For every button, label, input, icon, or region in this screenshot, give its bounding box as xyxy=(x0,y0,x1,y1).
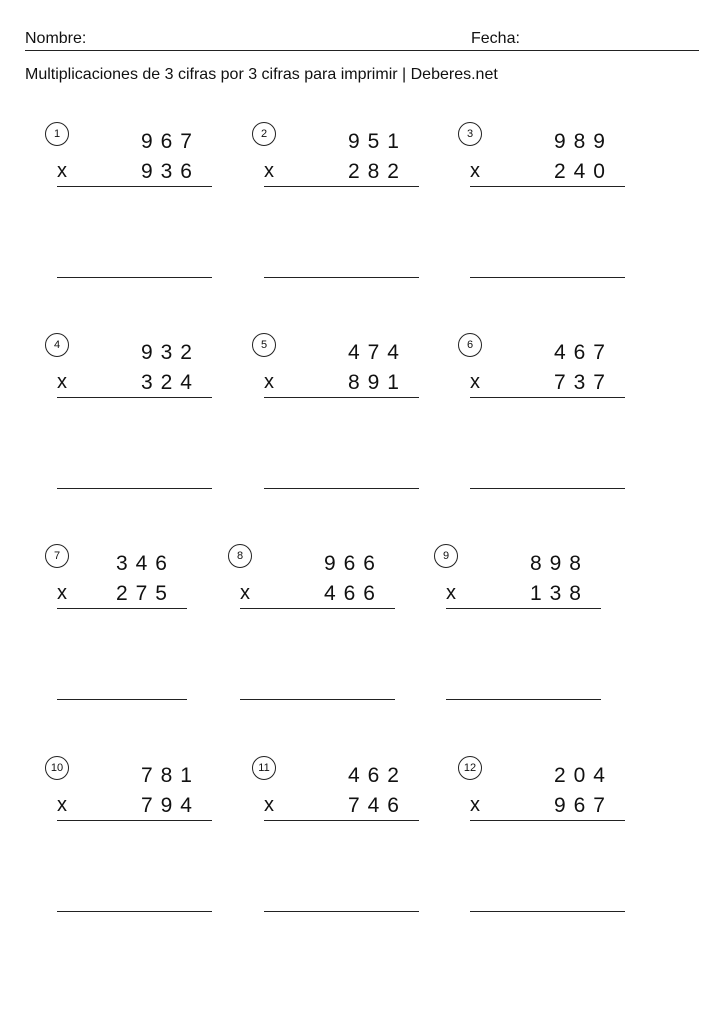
problem xyxy=(45,122,215,292)
operation-line xyxy=(470,397,625,398)
multiplier: 138 xyxy=(529,582,589,605)
operation-line xyxy=(57,397,212,398)
multiply-sign: x xyxy=(470,160,480,182)
problem-number-badge: 8 xyxy=(228,544,252,568)
problem xyxy=(458,333,628,503)
operation-line xyxy=(470,820,625,821)
multiplier: 794 xyxy=(140,794,200,817)
problem-number-badge: 11 xyxy=(252,756,276,780)
multiplier: 737 xyxy=(553,371,613,394)
problem-number-badge: 12 xyxy=(458,756,482,780)
answer-line[interactable] xyxy=(264,911,419,912)
multiplicand: 989 xyxy=(553,130,613,153)
problem xyxy=(45,333,215,503)
multiply-sign: x xyxy=(57,794,67,816)
multiplicand: 932 xyxy=(140,341,200,364)
multiplier: 466 xyxy=(323,582,383,605)
problem-number-badge: 4 xyxy=(45,333,69,357)
problem-number-badge: 7 xyxy=(45,544,69,568)
multiplicand: 462 xyxy=(347,764,407,787)
multiplicand: 781 xyxy=(140,764,200,787)
operation-line xyxy=(446,608,601,609)
problem-number-badge: 2 xyxy=(252,122,276,146)
answer-line[interactable] xyxy=(470,488,625,489)
multiplicand: 204 xyxy=(553,764,613,787)
multiplier: 746 xyxy=(347,794,407,817)
operation-line xyxy=(240,608,395,609)
multiplicand: 474 xyxy=(347,341,407,364)
problem xyxy=(45,544,215,714)
operation-line xyxy=(264,186,419,187)
problem-number-badge: 3 xyxy=(458,122,482,146)
date-label: Fecha: xyxy=(471,30,520,47)
problem xyxy=(458,122,628,292)
answer-line[interactable] xyxy=(264,488,419,489)
operation-line xyxy=(264,820,419,821)
problem xyxy=(252,756,422,926)
name-label: Nombre: xyxy=(25,30,87,47)
multiply-sign: x xyxy=(264,160,274,182)
problem-number-badge: 9 xyxy=(434,544,458,568)
multiply-sign: x xyxy=(240,582,250,604)
problem xyxy=(252,122,422,292)
answer-line[interactable] xyxy=(264,277,419,278)
multiplier: 967 xyxy=(553,794,613,817)
answer-line[interactable] xyxy=(470,277,625,278)
problem-number-badge: 1 xyxy=(45,122,69,146)
problem xyxy=(252,333,422,503)
multiplicand: 951 xyxy=(347,130,407,153)
multiply-sign: x xyxy=(470,371,480,393)
multiplicand: 346 xyxy=(115,552,175,575)
multiplier: 936 xyxy=(140,160,200,183)
answer-line[interactable] xyxy=(446,699,601,700)
multiply-sign: x xyxy=(264,794,274,816)
problem xyxy=(434,544,604,714)
multiplier: 282 xyxy=(347,160,407,183)
multiplier: 240 xyxy=(553,160,613,183)
answer-line[interactable] xyxy=(470,911,625,912)
multiply-sign: x xyxy=(470,794,480,816)
worksheet-title: Multiplicaciones de 3 cifras por 3 cifras para imprimir | Deberes.net xyxy=(25,66,498,83)
answer-line[interactable] xyxy=(57,277,212,278)
operation-line xyxy=(470,186,625,187)
operation-line xyxy=(57,608,187,609)
multiply-sign: x xyxy=(57,582,67,604)
multiplicand: 898 xyxy=(529,552,589,575)
problem-number-badge: 5 xyxy=(252,333,276,357)
answer-line[interactable] xyxy=(240,699,395,700)
multiply-sign: x xyxy=(446,582,456,604)
multiplicand: 967 xyxy=(140,130,200,153)
problem xyxy=(458,756,628,926)
multiply-sign: x xyxy=(57,371,67,393)
problem-number-badge: 6 xyxy=(458,333,482,357)
operation-line xyxy=(57,820,212,821)
problem xyxy=(228,544,398,714)
multiplier: 891 xyxy=(347,371,407,394)
operation-line xyxy=(57,186,212,187)
multiplicand: 467 xyxy=(553,341,613,364)
answer-line[interactable] xyxy=(57,911,212,912)
worksheet-header xyxy=(25,28,699,51)
multiplier: 324 xyxy=(140,371,200,394)
multiply-sign: x xyxy=(264,371,274,393)
multiply-sign: x xyxy=(57,160,67,182)
problem xyxy=(45,756,215,926)
answer-line[interactable] xyxy=(57,488,212,489)
operation-line xyxy=(264,397,419,398)
problem-number-badge: 10 xyxy=(45,756,69,780)
multiplicand: 966 xyxy=(323,552,383,575)
answer-line[interactable] xyxy=(57,699,187,700)
multiplier: 275 xyxy=(115,582,175,605)
